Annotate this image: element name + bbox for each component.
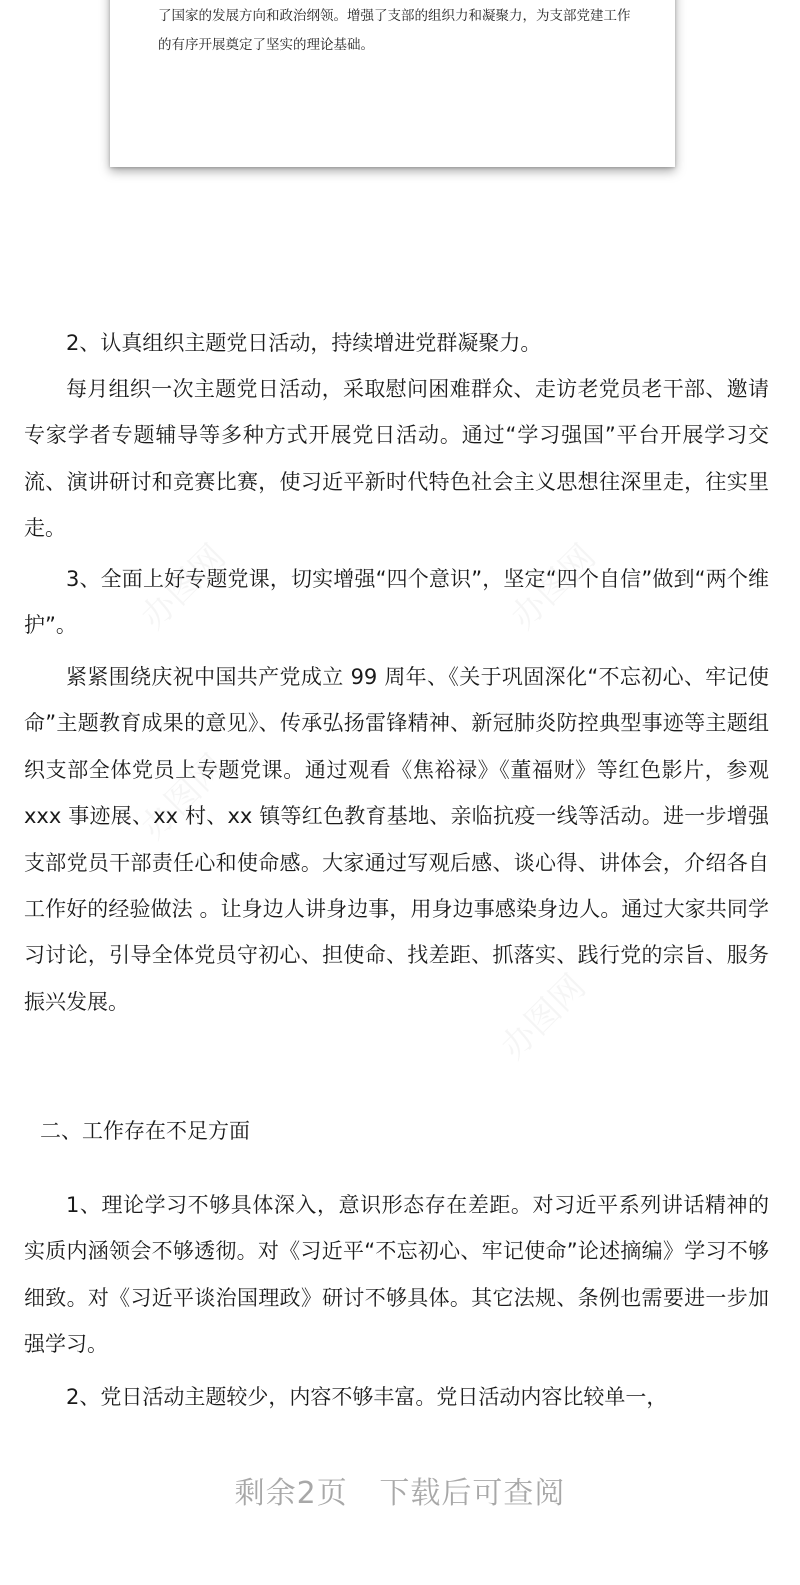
watermark: 办图网 bbox=[133, 536, 234, 638]
remaining-pages-text: 剩余2页 bbox=[234, 1476, 348, 1511]
download-to-view-text: 下载后可查阅 bbox=[379, 1476, 566, 1511]
paragraph-activity-body: 每月组织一次主题党日活动，采取慰问困难群众、走访老党员老干部、邀请专家学者专题辅导等多种方式开展党日活动。通过“学习强国”平台开展学习交流、演讲研讨和竞赛比赛，使习近平新时代特色社会主义思想往深里走，往实里走。 bbox=[24, 377, 769, 541]
watermark: 办图网 bbox=[493, 966, 594, 1068]
paragraph-lecture-heading: 3、全面上好专题党课，切实增强“四个意识”，坚定“四个自信”做到“两个维护”。 bbox=[24, 567, 769, 638]
paragraph-lecture-body: 紧紧围绕庆祝中国共产党成立 99 周年、《关于巩固深化“不忘初心、牢记使命”主题教育成果的意见》、传承弘扬雷锋精神、新冠肺炎防控典型事迹等主题组织支部全体党员上专题党课。通过观看《焦裕禄》《董福财》等红色影片，参观 xxx 事迹展、xx 村、xx 镇等红色教育基地、亲临抗疫一线等活动。进一步增强支部党员干部责任心和使命感。大家通过写观后感、谈心得、讲体会，介绍各自工作好的经验做法 。让身边人讲身边事，用身边事感染身边人。通过大家共同学习讨论，引导全体党员守初心、担使命、找差距、抓落实、践行党的宗旨、服务振兴发展。 bbox=[24, 665, 769, 1014]
paragraph-shortcoming-2: 2、党日活动主题较少，内容不够丰富。党日活动内容比较单一， bbox=[66, 1385, 668, 1409]
card-text: 了国家的发展方向和政治纲领。增强了支部的组织力和凝聚力，为支部党建工作的有序开展奠定了坚实的理论基础。 bbox=[158, 8, 631, 53]
paragraph-shortcoming-1: 1、理论学习不够具体深入，意识形态存在差距。对习近平系列讲话精神的实质内涵领会不够透彻。对《习近平“不忘初心、牢记使命”论述摘编》学习不够细致。对《习近平谈治国理政》研讨不够具体。其它法规、条例也需要进一步加强学习。 bbox=[24, 1193, 769, 1357]
download-prompt[interactable] bbox=[0, 1468, 800, 1512]
watermark: 办图网 bbox=[503, 536, 604, 638]
quoted-text-card bbox=[110, 0, 675, 167]
paragraph-activity-heading: 2、认真组织主题党日活动，持续增进党群凝聚力。 bbox=[66, 331, 542, 355]
watermark: 办图网 bbox=[133, 746, 234, 848]
section-heading-shortcomings: 二、工作存在不足方面 bbox=[40, 1119, 250, 1143]
